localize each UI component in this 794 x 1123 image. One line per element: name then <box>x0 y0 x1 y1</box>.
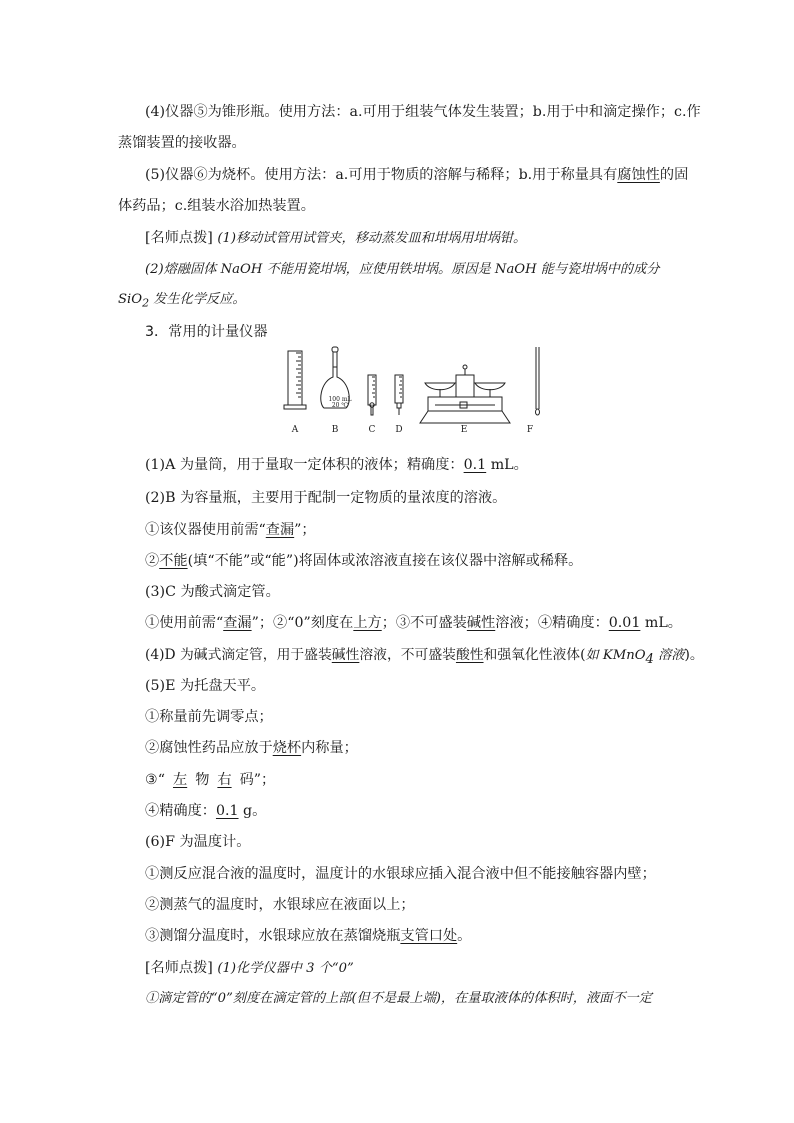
text-line: 蒸馏装置的接收器。 <box>118 135 246 151</box>
section-heading: 3．常用的计量仪器 <box>145 324 268 340</box>
text-line: (4)仪器⑤为锥形瓶。使用方法：a.可用于组装气体发生装置；b.用于中和滴定操作；c.作 <box>145 104 701 120</box>
text-line: ④精确度：0.1 g。 <box>145 803 267 819</box>
flask-capacity-text: 100 mL <box>328 396 352 403</box>
label-e: E <box>460 425 468 435</box>
text-line: ①该仪器使用前需“查漏”； <box>145 522 316 538</box>
text-line: (6)F 为温度计。 <box>145 834 251 850</box>
tip-line: SiO$_2$ 发生化学反应。 <box>118 292 246 310</box>
flask-temperature-text: 20 ℃ <box>331 402 349 409</box>
label-c: C <box>368 425 376 435</box>
tip-line: (2)熔融固体 NaOH 不能用瓷坩埚，应使用铁坩埚。原因是 NaOH 能与瓷坩埚中的成分 <box>145 262 660 277</box>
tip-label: [名师点拨] <box>145 230 218 246</box>
text-line: ②测蒸气的温度时，水银球应在液面以上； <box>145 897 415 913</box>
tip-line: [名师点拨] (1)化学仪器中 3 个“0” <box>145 960 354 976</box>
tip-line: ①滴定管的“0”刻度在滴定管的上部(但不是最上端)，在量取液体的体积时，液面不一定 <box>145 991 652 1006</box>
text-line: (3)C 为酸式滴定管。 <box>145 584 280 600</box>
text-line: (2)B 为容量瓶，主要用于配制一定物质的量浓度的溶液。 <box>145 490 507 506</box>
tip-line: [名师点拨] (1)移动试管用试管夹，移动蒸发皿和坩埚用坩埚钳。 <box>145 230 527 246</box>
answer-underlined: 右 <box>217 772 232 788</box>
text-line: ①称量前先调零点； <box>145 709 273 725</box>
answer-underlined: 碱性 <box>466 615 496 631</box>
text-line: ②不能(填“不能”或“能”)将固体或浓溶液直接在该仪器中溶解或稀释。 <box>145 553 583 569</box>
measuring-instruments-figure <box>280 345 548 435</box>
answer-underlined: 0.1 <box>463 457 487 473</box>
answer-underlined: 支管口处 <box>400 928 458 944</box>
text-line: ①使用前需“查漏”；②“0”刻度在上方；③不可盛装碱性溶液；④精确度：0.01 mL。 <box>145 615 682 631</box>
answer-underlined: 腐蚀性 <box>617 167 660 183</box>
label-b: B <box>331 425 339 435</box>
text-line: (5)E 为托盘天平。 <box>145 678 266 694</box>
text-line: ③测馏分温度时，水银球应放在蒸馏烧瓶支管口处。 <box>145 928 472 944</box>
label-a: A <box>291 425 299 435</box>
answer-underlined: 查漏 <box>223 615 252 631</box>
answer-underlined: 0.01 <box>608 615 641 631</box>
text-line: (4)D 为碱式滴定管，用于盛装碱性溶液，不可盛装酸性和强氧化性液体(如 KMnO$_4$ 溶液)。 <box>145 647 704 667</box>
text-line: ②腐蚀性药品应放于烧杯内称量； <box>145 740 358 756</box>
label-f: F <box>526 425 534 435</box>
answer-underlined: 查漏 <box>265 522 295 538</box>
answer-underlined: 左 <box>172 772 188 788</box>
acid-burette <box>368 375 376 415</box>
text-line: 体药品；c.组装水浴加热装置。 <box>118 198 315 214</box>
text-line: (5)仪器⑥为烧杯。使用方法：a.可用于物质的溶解与稀释；b.用于称量具有腐蚀性的固 <box>145 167 689 183</box>
answer-underlined: 上方 <box>353 615 382 631</box>
graduated-cylinder <box>284 351 306 409</box>
instruments-drawing <box>280 345 548 435</box>
text-line: (1)A 为量筒，用于量取一定体积的液体；精确度：0.1 mL。 <box>145 457 528 473</box>
text-line: ③“ 左 物 右 码”； <box>145 772 276 788</box>
base-burette <box>395 375 403 415</box>
answer-underlined: 酸性 <box>455 647 484 663</box>
thermometer <box>536 347 540 415</box>
answer-underlined: 碱性 <box>331 647 360 663</box>
answer-underlined: 不能 <box>159 553 188 569</box>
answer-underlined: 0.1 <box>215 803 239 819</box>
tip-label: [名师点拨] <box>145 960 218 976</box>
text-line: ①测反应混合液的温度时，温度计的水银球应插入混合液中但不能接触容器内壁； <box>145 866 656 882</box>
label-d: D <box>395 425 403 435</box>
answer-underlined: 烧杯 <box>272 740 302 756</box>
tray-balance <box>420 365 510 423</box>
